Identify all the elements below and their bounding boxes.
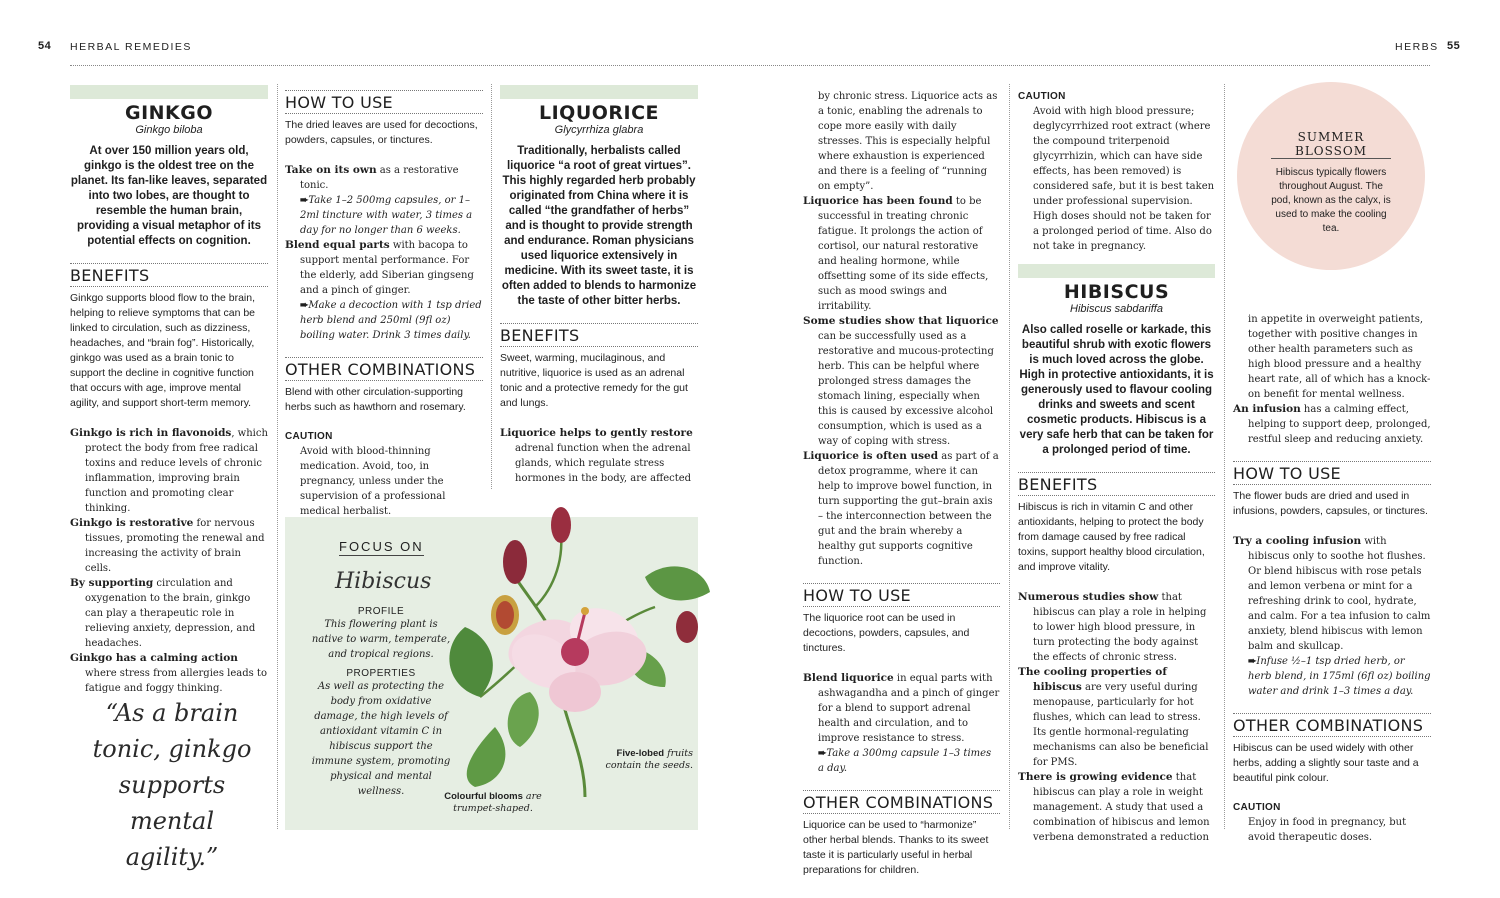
ginkgo-latin-name: Ginkgo biloba	[135, 124, 203, 136]
header-rule	[70, 65, 1430, 66]
summer-blossom-heading: SUMMER BLOSSOM	[1271, 130, 1391, 159]
left-page-number: 54	[38, 40, 52, 52]
liquorice-caution-heading: CAUTION	[1018, 91, 1066, 102]
liquorice-blend: Blend liquorice in equal parts with ashwagandha and a pinch of ginger for a blend to support adrenal health and circulation, and to improve resistance to stress.	[803, 672, 1000, 744]
ginkgo-intro: At over 150 million years old, ginkgo is the oldest tree on the planet. Its fan-like leaves, separated into two lobes, are thought to resemble the human brain, providing a visual metaphor of its potential effects on cognition.	[70, 145, 268, 247]
focus-text-block	[311, 606, 451, 799]
hibiscus-caution-text: Enjoy in food in pregnancy, but avoid therapeutic doses.	[1248, 817, 1407, 843]
liquorice-blend-tip: ➨Take a 300mg capsule 1–3 times a day.	[818, 748, 992, 774]
hibiscus-green-bar	[1018, 264, 1215, 278]
profile-heading: PROFILE	[357, 606, 405, 617]
liquorice-point: Liquorice helps to gently restore adrenal function when the adrenal glands, which regulate stress hormones in the body, are affected	[500, 427, 693, 484]
liquorice-point: Some studies show that liquorice can be successfully used as a restorative and mucous-protecting herb. This can be helpful where prolonged stress damages the stomach lining, especially when this is caused by excessive alcohol consumption, which is used as a way of coping with stress.	[803, 315, 999, 447]
liquorice-title: LIQUORICE	[538, 102, 660, 124]
hibiscus-cooling-infusion: Try a cooling infusion with hibiscus only to soothe hot flushes. Or blend hibiscus with rose petals and lemon verbena or mint for a refreshing drink to cool, hydrate, and calm. For a tea infusion to calm anxiety, blend hibiscus with lemon balm and skullcap.	[1233, 535, 1431, 652]
liquorice-how-heading: HOW TO USE	[803, 583, 1000, 607]
hibiscus-other-heading: OTHER COMBINATIONS	[1233, 713, 1431, 737]
hibiscus-how-heading: HOW TO USE	[1233, 461, 1431, 485]
ginkgo-take-on-own: Take on its own as a restorative tonic.	[285, 164, 459, 191]
liquorice-column	[500, 102, 698, 486]
ginkgo-other-text: Blend with other circulation-supporting herbs such as hawthorn and rosemary.	[285, 386, 466, 413]
liquorice-latin-name: Glycyrrhiza glabra	[554, 124, 644, 136]
ginkgo-point: By supporting circulation and oxygenation to the brain, ginkgo can play a therapeutic role in relieving anxiety, depression, and headaches.	[70, 577, 256, 649]
summer-blossom-body: Hibiscus typically flowers throughout August. The pod, known as the calyx, is used to make the cooling tea.	[1271, 167, 1391, 234]
ginkgo-other-heading: OTHER COMBINATIONS	[285, 357, 483, 381]
properties-text: As well as protecting the body from oxidative damage, the high levels of antioxidant vitamin C in hibiscus support the immune system, promoting physical and mental wellness.	[311, 681, 451, 797]
liquorice-continued-column	[803, 89, 1000, 878]
liquorice-caution-text: Avoid with high blood pressure; deglycyrrhized root extract (where the compound triterpenoid glycyrrhizin, which can have side effects, has been removed) is considered safe, but it is best taken under professional supervision. High doses should not be taken for a prolonged period of time. Also do not take in pregnancy.	[1033, 106, 1215, 252]
column-divider	[1224, 84, 1225, 829]
liquorice-point: Liquorice is often used as part of a detox programme, where it can help to improve bowel function, in turn supporting the gut–brain axis – the interconnection between the gut and the brain whereby a healthy gut supports cognitive function.	[803, 450, 999, 567]
hibiscus-point-continued: in appetite in overweight patients, together with positive changes in other health parameters such as high blood pressure and a healthy heart rate, all of which has a knock-on benefit for mental wellness.	[1248, 314, 1431, 400]
ginkgo-caution-heading: CAUTION	[285, 431, 333, 442]
focus-plant-name: Hibiscus	[335, 569, 432, 594]
liquorice-green-bar	[500, 85, 698, 99]
hibiscus-point: Numerous studies show that hibiscus can play a role in helping to lower high blood pressure, in turn protecting the body against the effects of chronic stress.	[1018, 591, 1207, 663]
column-divider	[277, 84, 278, 829]
ginkgo-point: Ginkgo has a calming action where stress from allergies leads to fatigue and foggy thinking.	[70, 652, 267, 694]
focus-heading: FOCUS ON	[339, 539, 424, 554]
ginkgo-benefits-heading: BENEFITS	[70, 263, 268, 287]
ginkgo-how-text: The dried leaves are used for decoctions, powders, capsules, or tinctures.	[285, 119, 478, 146]
hibiscus-caution-heading: CAUTION	[1233, 802, 1281, 813]
focus-on-hibiscus-panel	[285, 517, 698, 830]
hibiscus-benefits-heading: BENEFITS	[1018, 472, 1215, 496]
hibiscus-title: HIBISCUS	[1063, 281, 1170, 303]
liquorice-benefits-text: Sweet, warming, mucilaginous, and nutritive, liquorice is used as an adrenal tonic and a protective remedy for the gut and lungs.	[500, 352, 688, 409]
summer-blossom-circle	[1237, 82, 1425, 270]
hibiscus-column	[1018, 89, 1215, 254]
ginkgo-how-heading: HOW TO USE	[285, 90, 483, 114]
hibiscus-infusion: An infusion has a calming effect, helping to support deep, prolonged, restful sleep and reducing anxiety.	[1233, 403, 1431, 445]
ginkgo-point: Ginkgo is restorative for nervous tissues, promoting the renewal and increasing the activity of brain cells.	[70, 517, 265, 574]
ginkgo-caution-text: Avoid with blood-thinning medication. Avoid, too, in pregnancy, unless under the supervision of a professional medical herbalist.	[300, 446, 446, 517]
hibiscus-intro: Also called roselle or karkade, this beautiful shrub with exotic flowers is much loved across the globe. High in protective antioxidants, it is generously used to flavour cooling drinks and sweets and scent cosmetic products. Hibiscus is a very safe herb that can be taken for a prolonged period of time.	[1019, 324, 1214, 456]
ginkgo-column	[70, 102, 268, 696]
ginkgo-title: GINKGO	[124, 102, 214, 124]
summer-blossom-text	[1271, 130, 1391, 236]
hibiscus-benefits-text: Hibiscus is rich in vitamin C and other antioxidants, helping to protect the body from damage caused by free radical toxins, support healthy blood circulation, and improve vitality.	[1018, 501, 1205, 573]
ginkgo-point: Ginkgo is rich in flavonoids, which protect the body from free radical toxins and reduce levels of chronic inflammation, improving brain function and promoting clear thinking.	[70, 427, 268, 514]
hibiscus-other-text: Hibiscus can be used widely with other herbs, adding a slightly sour taste and a beautiful pink colour.	[1233, 742, 1419, 784]
hibiscus-point: The cooling properties of hibiscus are very useful during menopause, particularly for hot flushes, which can lead to stress. Its gentle hormonal-regulating mechanisms can also be beneficial for PMS.	[1018, 666, 1209, 768]
hibiscus-cooling-tip: ➨Infuse ½–1 tsp dried herb, or herb blend, in 175ml (6fl oz) boiling water and drink 1–3 times a day.	[1248, 656, 1431, 697]
ginkgo-blend-tip: ➨Make a decoction with 1 tsp dried herb blend and 250ml (9fl oz) boiling water. Drink 3 times daily.	[300, 300, 482, 341]
liquorice-point-continued: by chronic stress. Liquorice acts as a tonic, enabling the adrenals to cope more easily with daily stresses. This is especially helpful where exhaustion is experienced and there is a feeling of “running on empty”.	[818, 91, 998, 192]
ginkgo-usage-column	[285, 84, 483, 519]
hibiscus-point: There is growing evidence that hibiscus can play a role in weight management. A study that used a combination of hibiscus and lemon verbena demonstrated a reduction	[1018, 771, 1210, 843]
column-divider	[491, 84, 492, 489]
hibiscus-continued-column	[1233, 312, 1431, 845]
left-running-title: HERBAL REMEDIES	[70, 41, 192, 53]
ginkgo-pull-quote: “As a brain tonic, ginkgo supports mental agility.”	[92, 699, 252, 871]
liquorice-other-text: Liquorice can be used to “harmonize” other herbal blends. Thanks to its sweet taste it is particularly useful in herbal preparations for children.	[803, 819, 989, 876]
hibiscus-how-text: The flower buds are dried and used in infusions, powders, capsules, or tinctures.	[1233, 490, 1428, 517]
ginkgo-benefits-text: Ginkgo supports blood flow to the brain, helping to relieve symptoms that can be linked to circulation, such as dizziness, headaches, and “brain fog”. Historically, ginkgo was used as a brain tonic to support the decline in cognitive function that occurs with age, improve mental agility, and support short-term memory.	[70, 292, 256, 409]
ginkgo-green-bar	[70, 85, 268, 99]
ginkgo-blend: Blend equal parts with bacopa to support mental performance. For the elderly, add Siberian gingseng and a pinch of ginger.	[285, 239, 474, 296]
column-divider	[1009, 84, 1010, 829]
hibiscus-latin-name: Hibiscus sabdariffa	[1070, 303, 1163, 315]
liquorice-how-text: The liquorice root can be used in decoctions, powders, capsules, and tinctures.	[803, 612, 970, 654]
liquorice-intro: Traditionally, herbalists called liquorice “a root of great virtues”. This highly regarded herb probably originated from China where it is called “the grandfather of herbs” and is thought to provide strength and endurance. Roman physicians used liquorice extensively in medicine. With its sweet taste, it is often added to blends to harmonize the taste of other bitter herbs.	[501, 145, 697, 307]
liquorice-other-heading: OTHER COMBINATIONS	[803, 790, 1000, 814]
properties-heading: PROPERTIES	[346, 668, 416, 679]
hibiscus-main-column	[1018, 281, 1215, 845]
liquorice-point: Liquorice has been found to be successful in treating chronic fatigue. It prolongs the action of cortisol, our natural restorative and healing hormone, while offsetting some of its side effects, such as mood swings and irritability.	[803, 195, 989, 312]
liquorice-benefits-heading: BENEFITS	[500, 323, 698, 347]
right-running-title: HERBS	[1395, 41, 1439, 53]
right-page-number: 55	[1447, 40, 1461, 52]
ginkgo-take-tip: ➨Take 1–2 500mg capsules, or 1–2ml tincture with water, 3 times a day for no longer than 6 weeks.	[300, 195, 473, 236]
callout-colourful-blooms: Colourful blooms are trumpet-shaped.	[444, 791, 542, 814]
callout-five-lobed: Five-lobed fruits contain the seeds.	[605, 748, 693, 771]
profile-text: This flowering plant is native to warm, temperate, and tropical regions.	[311, 619, 451, 660]
